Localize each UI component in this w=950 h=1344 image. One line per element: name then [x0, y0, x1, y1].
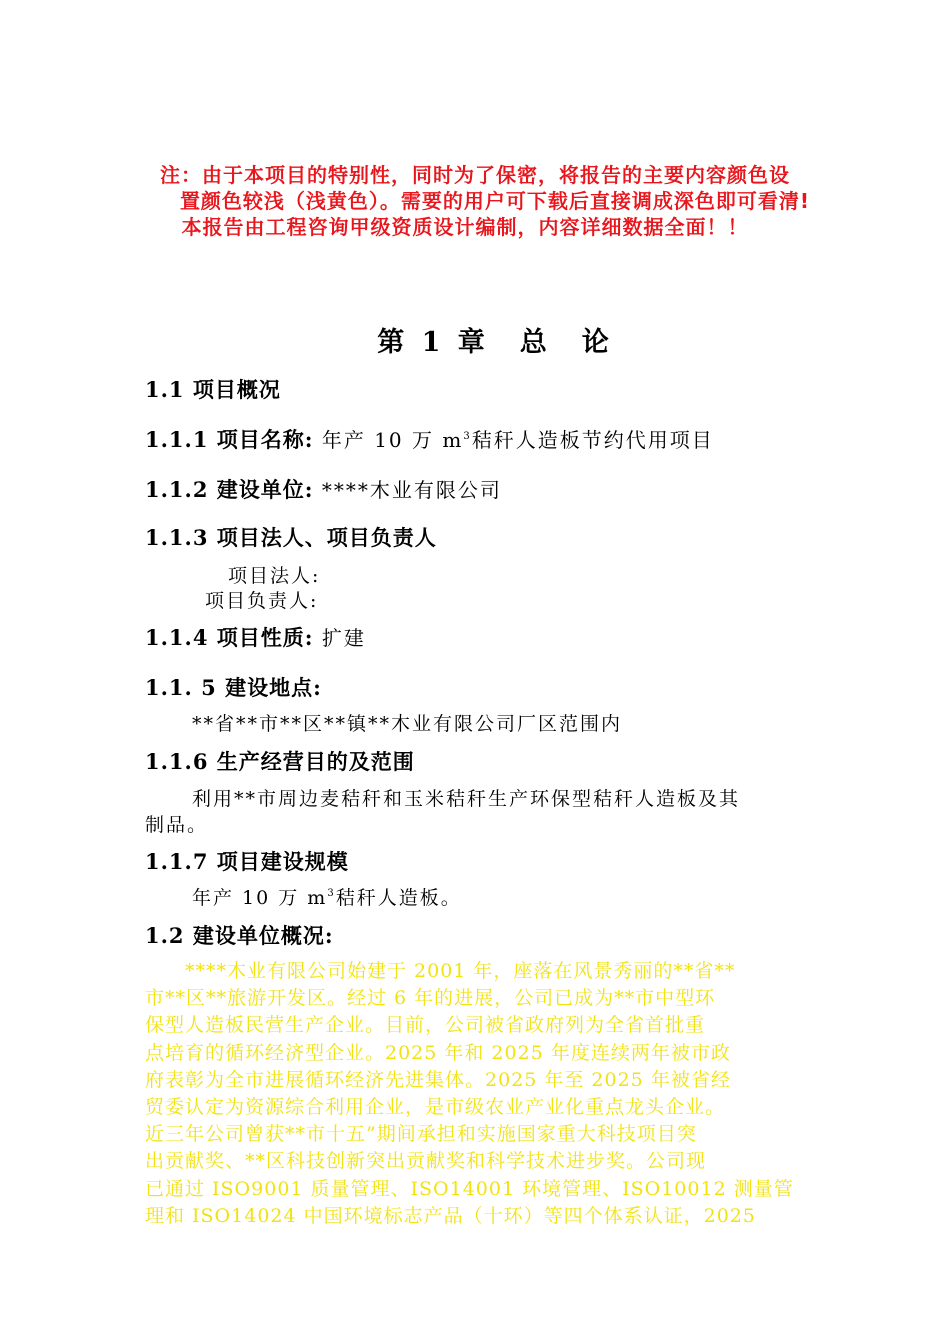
heading-1-1-3: 1.1.3 项目法人、项目负责人 — [145, 525, 437, 550]
legal-person-field: 项目法人: — [228, 565, 321, 587]
paragraph-line: 贸委认定为资源综合利用企业，是市级农业产业化重点龙头企业。 — [145, 1096, 726, 1119]
paragraph-line: 点培育的循环经济型企业。2025 年和 2025 年度连续两年被市政 — [145, 1041, 731, 1064]
paragraph-line: 已通过 ISO9001 质量管理、ISO14001 环境管理、ISO10012 测量管 — [145, 1177, 794, 1200]
paragraph-line: 理和 ISO14024 中国环境标志产品（十环）等四个体系认证，2025 — [145, 1204, 756, 1227]
paragraph-line: 近三年公司曾获**市十五”期间承担和实施国家重大科技项目突 — [145, 1123, 697, 1146]
heading-1-1-6: 1.1.6 生产经营目的及范围 — [145, 749, 415, 774]
project-leader-field: 项目负责人: — [205, 590, 319, 612]
company-paragraph — [145, 958, 835, 1230]
location-text: **省**市**区**镇**木业有限公司厂区范围内 — [192, 713, 623, 735]
heading-1-1-2 — [145, 474, 502, 504]
notice-line-3: 本报告由工程咨询甲级资质设计编制，内容详细数据全面！！ — [181, 215, 749, 239]
builder-value: ****木业有限公司 — [321, 478, 502, 502]
paragraph-line: 出贡献奖、**区科技创新突出贡献奖和科学技术进步奖。公司现 — [145, 1150, 707, 1173]
builder-label: 1.1.2 建设单位: — [145, 477, 314, 502]
project-name-label: 1.1.1 项目名称: — [145, 427, 314, 452]
paragraph-line: ****木业有限公司始建于 2001 年，座落在风景秀丽的**省** — [145, 960, 736, 982]
heading-1-2: 1.2 建设单位概况: — [145, 923, 334, 948]
heading-1-1-4 — [145, 622, 366, 652]
heading-1-1-5: 1.1. 5 建设地点: — [145, 675, 322, 700]
notice-line-2: 置颜色较浅（浅黄色）。需要的用户可下载后直接调成深色即可看清! — [179, 189, 811, 213]
nature-label: 1.1.4 项目性质: — [145, 625, 314, 650]
notice-line-1: 注：由于本项目的特别性，同时为了保密，将报告的主要内容颜色设 — [160, 163, 790, 187]
project-name-value: 年产 10 万 $m^3$秸秆人造板节约代用项目 — [321, 428, 714, 452]
heading-1-1-1 — [145, 424, 714, 454]
heading-1-1-7: 1.1.7 项目建设规模 — [145, 849, 349, 874]
paragraph-line: 保型人造板民营生产企业。目前，公司被省政府列为全省首批重 — [145, 1014, 706, 1037]
scope-line-2: 制品。 — [145, 814, 209, 836]
nature-value: 扩建 — [321, 626, 366, 650]
heading-1-1: 1.1 项目概况 — [145, 377, 281, 402]
paragraph-line: 府表彰为全市进展循环经济先进集体。2025 年至 2025 年被省经 — [145, 1068, 731, 1091]
scale-text: 年产 10 万 $m^3$秸秆人造板。 — [192, 887, 462, 909]
chapter-title: 第 1 章 总 论 — [377, 327, 613, 358]
paragraph-line: 市**区**旅游开发区。经过 6 年的进展，公司已成为**市中型环 — [145, 987, 716, 1010]
scope-line-1: 利用**市周边麦秸秆和玉米秸秆生产环保型秸秆人造板及其 — [192, 788, 741, 810]
